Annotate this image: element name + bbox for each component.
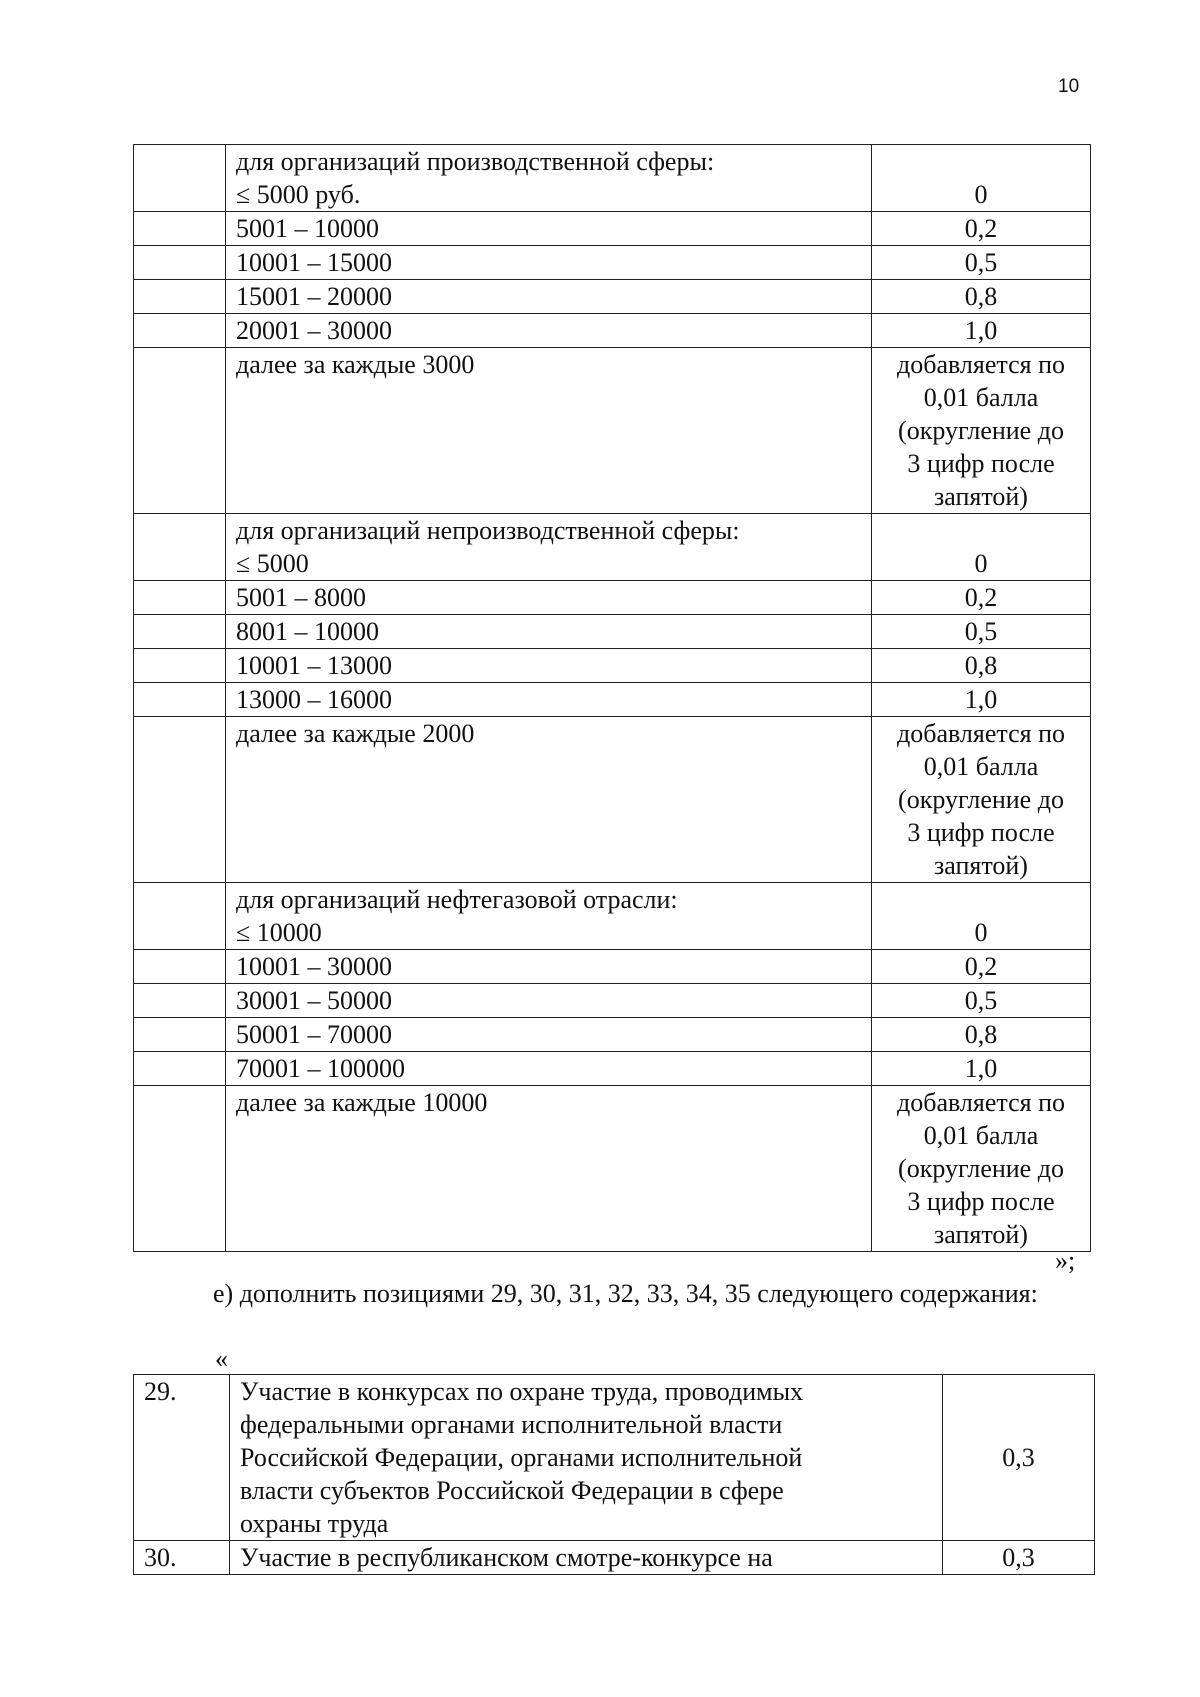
number-cell (134, 212, 226, 246)
number-cell (134, 1018, 226, 1052)
position-score: 0,3 (943, 1375, 1095, 1541)
range-cell-line: далее за каждые 10000 (236, 1088, 488, 1117)
range-cell (226, 212, 872, 246)
score-cell-line: 0,01 балла (923, 1121, 1039, 1150)
range-cell-line: ≤ 10000 (236, 918, 322, 947)
table-row (134, 280, 1091, 314)
page-number: 10 (1058, 76, 1080, 97)
score-cell-line: добавляется по (897, 719, 1065, 748)
number-cell (134, 1052, 226, 1086)
number-cell (134, 984, 226, 1018)
score-cell-line: 0,2 (964, 583, 998, 612)
score-cell-line: запятой) (934, 851, 1028, 880)
range-cell (226, 348, 872, 514)
score-cell (872, 280, 1091, 314)
range-cell (226, 717, 872, 883)
table-row (134, 246, 1091, 280)
score-cell-line: 1,0 (964, 685, 998, 714)
range-cell (226, 950, 872, 984)
table-row (134, 145, 1091, 212)
score-cell-line: добавляется по (897, 1088, 1065, 1117)
range-cell (226, 649, 872, 683)
position-text (230, 1541, 943, 1575)
score-cell-line: 0,01 балла (923, 752, 1039, 781)
number-cell (134, 246, 226, 280)
range-cell (226, 984, 872, 1018)
score-cell-line: 0,5 (964, 248, 998, 277)
number-cell (134, 717, 226, 883)
score-cell (872, 514, 1091, 581)
score-cell-line: 0 (974, 918, 988, 947)
table-row (134, 314, 1091, 348)
table-row (134, 683, 1091, 717)
number-cell (134, 649, 226, 683)
table-row (134, 1018, 1091, 1052)
range-cell (226, 246, 872, 280)
range-cell (226, 683, 872, 717)
score-cell-line: запятой) (934, 1220, 1028, 1249)
number-cell (134, 348, 226, 514)
range-cell-line: далее за каждые 2000 (236, 719, 475, 748)
score-cell (872, 145, 1091, 212)
table-row (134, 950, 1091, 984)
number-cell (134, 581, 226, 615)
range-cell-line: ≤ 5000 (236, 549, 309, 578)
position-score: 0,3 (943, 1541, 1095, 1575)
score-cell (872, 984, 1091, 1018)
closing-quote: »; (1055, 1246, 1076, 1275)
range-cell-line: 50001 – 70000 (236, 1020, 392, 1049)
score-cell-line: 0 (974, 549, 988, 578)
score-cell-line: 0,5 (964, 986, 998, 1015)
range-cell (226, 514, 872, 581)
number-cell (134, 314, 226, 348)
range-cell (226, 883, 872, 950)
number-cell (134, 683, 226, 717)
number-cell (134, 280, 226, 314)
score-cell-line: 0,8 (964, 1020, 998, 1049)
range-cell-line: 10001 – 15000 (236, 248, 392, 277)
position-text (230, 1375, 943, 1541)
score-cell-line: 0,2 (964, 952, 998, 981)
score-cell (872, 348, 1091, 514)
range-cell-line: далее за каждые 3000 (236, 350, 475, 379)
number-cell (134, 145, 226, 212)
number-cell (134, 514, 226, 581)
range-cell-line: 10001 – 30000 (236, 952, 392, 981)
score-cell (872, 649, 1091, 683)
position-text-line: Российской Федерации, органами исполнительной (240, 1443, 803, 1472)
score-cell (872, 581, 1091, 615)
score-cell-line: 3 цифр после (907, 818, 1055, 847)
table-row (134, 883, 1091, 950)
table-row (134, 348, 1091, 514)
number-cell (134, 883, 226, 950)
range-cell-line: 5001 – 8000 (236, 583, 366, 612)
number-cell (134, 950, 226, 984)
score-cell (872, 615, 1091, 649)
score-cell (872, 212, 1091, 246)
range-cell (226, 615, 872, 649)
range-cell-line: 5001 – 10000 (236, 214, 379, 243)
score-cell-line: 0,5 (964, 617, 998, 646)
amendment-text: е) дополнить позициями 29, 30, 31, 32, 33, 34, 35 следующего содержания: (213, 1279, 1038, 1308)
position-number: 30. (134, 1541, 230, 1575)
position-text-line: Участие в республиканском смотре-конкурсе на (240, 1543, 773, 1572)
range-cell-line: для организаций нефтегазовой отрасли: (236, 885, 678, 914)
score-cell-line: 0,8 (964, 282, 998, 311)
range-cell (226, 145, 872, 212)
range-cell-line: 70001 – 100000 (236, 1054, 405, 1083)
position-number: 29. (134, 1375, 230, 1541)
score-cell-line: 0,2 (964, 214, 998, 243)
score-cell-line: 0 (974, 180, 988, 209)
range-cell-line: 10001 – 13000 (236, 651, 392, 680)
score-cell (872, 717, 1091, 883)
table-row (134, 649, 1091, 683)
range-cell (226, 280, 872, 314)
score-cell-line: запятой) (934, 482, 1028, 511)
score-cell-line: (округление до (898, 785, 1064, 814)
score-cell (872, 314, 1091, 348)
number-cell (134, 615, 226, 649)
range-cell-line: 8001 – 10000 (236, 617, 379, 646)
score-cell (872, 683, 1091, 717)
range-cell (226, 1086, 872, 1252)
opening-quote: « (215, 1344, 228, 1373)
position-text-line: Участие в конкурсах по охране труда, проводимых (240, 1377, 804, 1406)
range-cell-line: 30001 – 50000 (236, 986, 392, 1015)
table-row (134, 984, 1091, 1018)
table-row (134, 1541, 1095, 1575)
score-cell (872, 883, 1091, 950)
range-cell-line: 15001 – 20000 (236, 282, 392, 311)
criteria-table (133, 144, 1091, 1252)
amendment-paragraph (143, 1277, 1078, 1310)
positions-table (133, 1374, 1095, 1575)
score-cell-line: 1,0 (964, 316, 998, 345)
score-cell (872, 950, 1091, 984)
table-row (134, 717, 1091, 883)
range-cell-line: 13000 – 16000 (236, 685, 392, 714)
score-cell (872, 1018, 1091, 1052)
score-cell-line: 0,01 балла (923, 383, 1039, 412)
table-row (134, 1086, 1091, 1252)
position-text-line: федеральными органами исполнительной власти (240, 1410, 783, 1439)
table-row (134, 514, 1091, 581)
range-cell (226, 314, 872, 348)
number-cell (134, 1086, 226, 1252)
score-cell (872, 1086, 1091, 1252)
range-cell (226, 1018, 872, 1052)
table-row (134, 1375, 1095, 1541)
score-cell-line: (округление до (898, 416, 1064, 445)
score-cell-line: (округление до (898, 1154, 1064, 1183)
score-cell-line: 3 цифр после (907, 449, 1055, 478)
score-cell (872, 1052, 1091, 1086)
range-cell-line: ≤ 5000 руб. (236, 180, 361, 209)
score-cell-line: 3 цифр после (907, 1187, 1055, 1216)
table-row (134, 581, 1091, 615)
score-cell-line: 1,0 (964, 1054, 998, 1083)
table-row (134, 1052, 1091, 1086)
range-cell-line: для организаций производственной сферы: (236, 147, 715, 176)
position-text-line: власти субъектов Российской Федерации в сфере (240, 1476, 784, 1505)
range-cell (226, 581, 872, 615)
range-cell-line: 20001 – 30000 (236, 316, 392, 345)
range-cell-line: для организаций непроизводственной сферы: (236, 516, 740, 545)
table-row (134, 615, 1091, 649)
table-row (134, 212, 1091, 246)
range-cell (226, 1052, 872, 1086)
score-cell (872, 246, 1091, 280)
score-cell-line: добавляется по (897, 350, 1065, 379)
score-cell-line: 0,8 (964, 651, 998, 680)
position-text-line: охраны труда (240, 1509, 389, 1538)
